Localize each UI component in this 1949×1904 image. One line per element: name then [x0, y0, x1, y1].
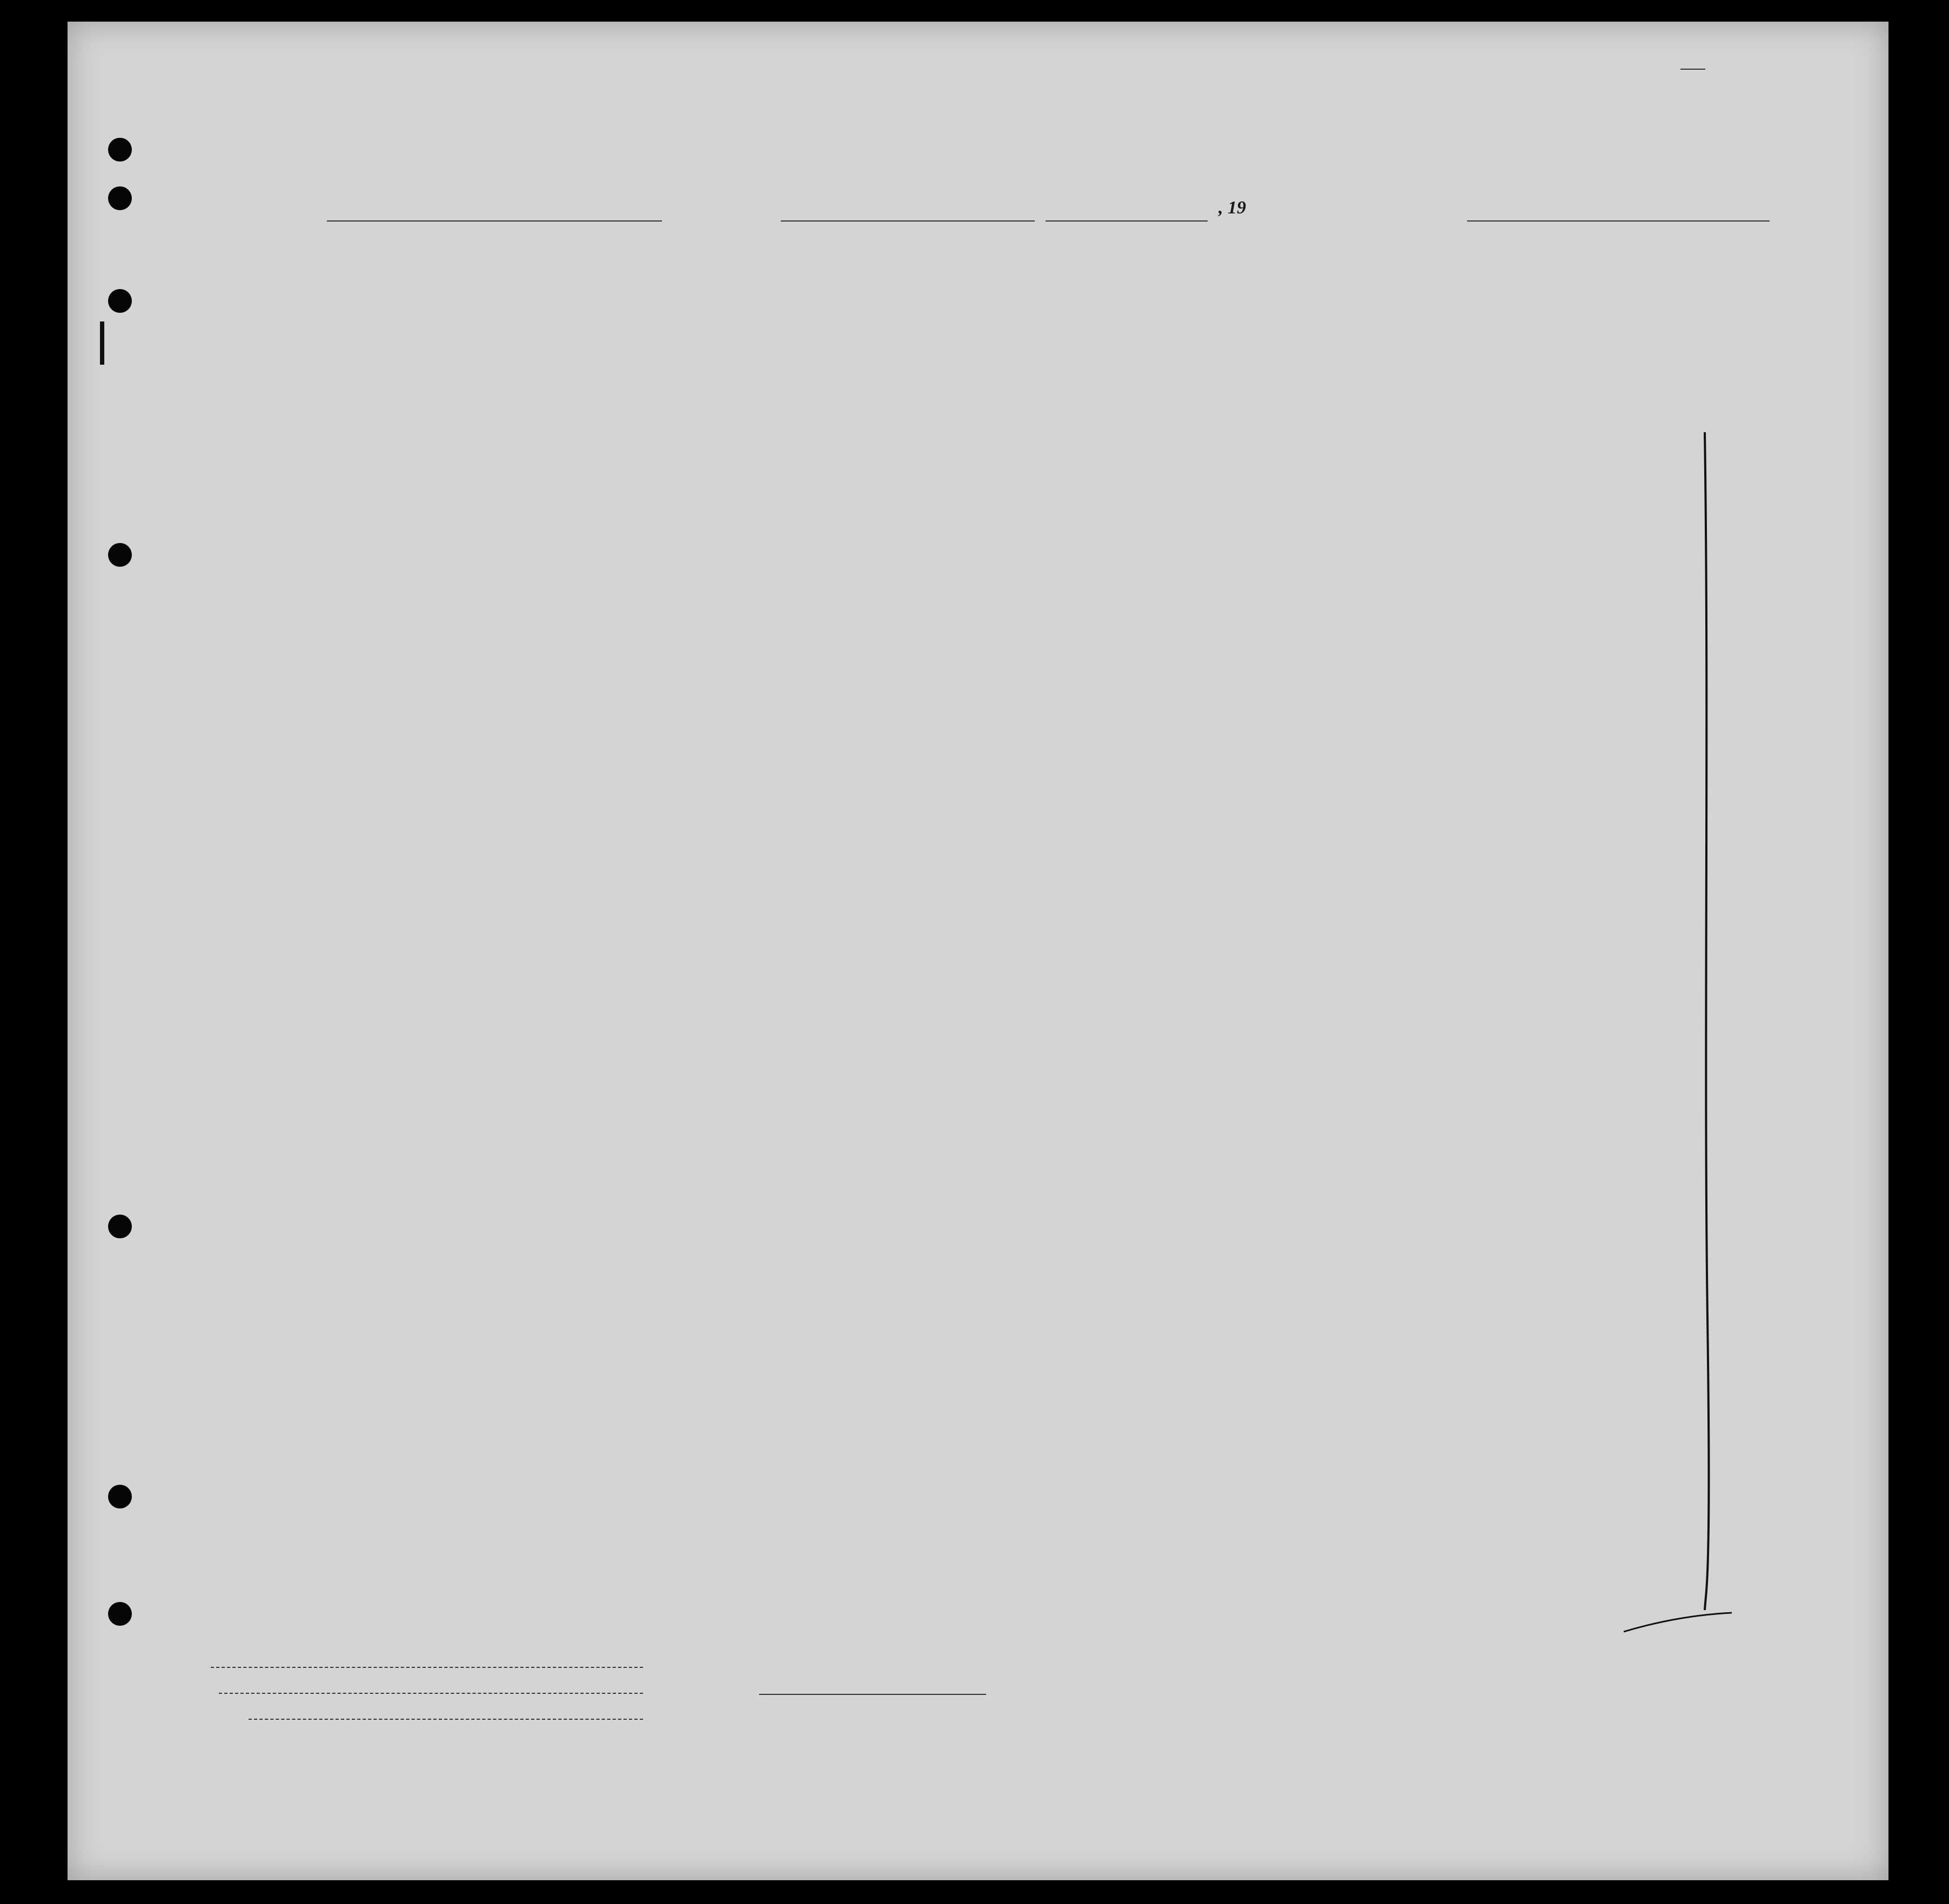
remarks-ditto-line: [1613, 400, 1748, 1642]
signature-underline: [759, 1694, 986, 1695]
line-underline: [211, 1667, 643, 1668]
year-label: , 19: [1218, 198, 1246, 218]
manifest-page: [68, 22, 1888, 1880]
owners-underline: [219, 1693, 643, 1694]
agents-underline: [249, 1719, 643, 1720]
